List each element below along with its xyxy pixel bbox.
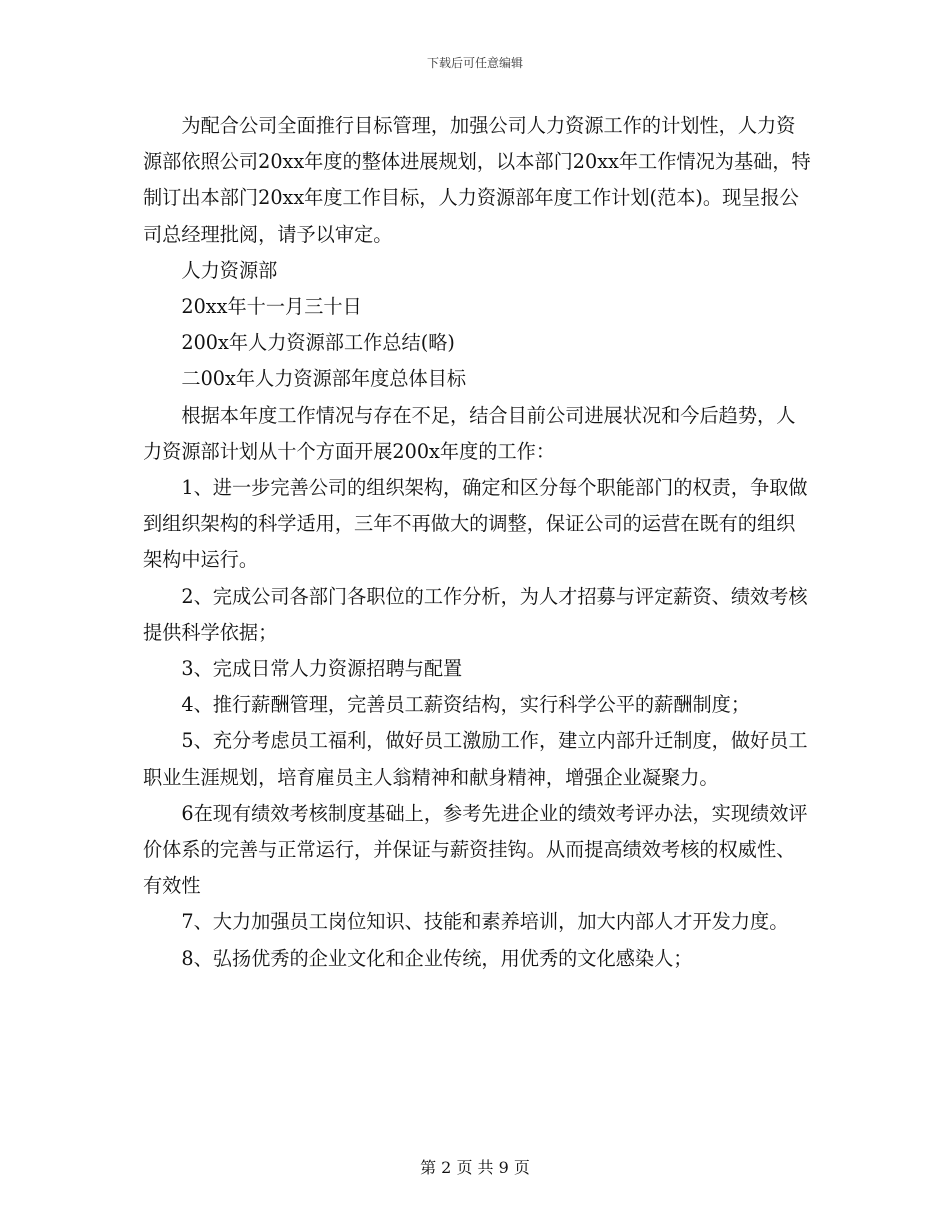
page-footer (0, 1155, 950, 1178)
page-number-label: 第 2 页 共 9 页 (420, 1158, 530, 1177)
document-body (143, 108, 811, 977)
paragraph-summary-title: 200x年人力资源部工作总结(略) (181, 331, 455, 355)
paragraph-department: 人力资源部 (181, 258, 278, 282)
list-item-1: 1、进一步完善公司的组织架构，确定和区分每个职能部门的权责，争取做到组织架构的科学适用，三年不再做大的调整，保证公司的运营在既有的组织架构中运行。 (143, 476, 808, 572)
list-item-3: 3、完成日常人力资源招聘与配置 (181, 657, 463, 681)
list-item-4: 4、推行薪酬管理，完善员工薪资结构，实行科学公平的薪酬制度； (181, 693, 751, 717)
paragraph-goal-title: 二00x年人力资源部年度总体目标 (181, 367, 467, 391)
paragraph-intro: 为配合公司全面推行目标管理，加强公司人力资源工作的计划性，人力资源部依照公司20xx年度的整体进展规划，以本部门20xx年工作情况为基础，特制订出本部门20xx年度工作目标，人力资源部年度工作计划(范本)。现呈报公司总经理批阅，请予以审定。 (143, 114, 811, 246)
paragraph-plan-intro: 根据本年度工作情况与存在不足，结合目前公司进展状况和今后趋势，人力资源部计划从十个方面开展200x年度的工作： (143, 403, 796, 463)
list-item-6: 6在现有绩效考核制度基础上，参考先进企业的绩效考评办法，实现绩效评价体系的完善与正常运行，并保证与薪资挂钩。从而提高绩效考核的权威性、有效性 (143, 801, 808, 898)
paragraph-date: 20xx年十一月三十日 (181, 295, 362, 319)
list-item-2: 2、完成公司各部门各职位的工作分析，为人才招募与评定薪资、绩效考核提供科学依据； (143, 584, 808, 644)
page-header-note: 下载后可任意编辑 (426, 56, 523, 70)
list-item-7: 7、大力加强员工岗位知识、技能和素养培训，加大内部人才开发力度。 (181, 910, 789, 934)
list-item-8: 8、弘扬优秀的企业文化和企业传统，用优秀的文化感染人； (181, 946, 693, 970)
list-item-5: 5、充分考虑员工福利，做好员工激励工作，建立内部升迁制度，做好员工职业生涯规划，培育雇员主人翁精神和献身精神，增强企业凝聚力。 (143, 729, 808, 789)
